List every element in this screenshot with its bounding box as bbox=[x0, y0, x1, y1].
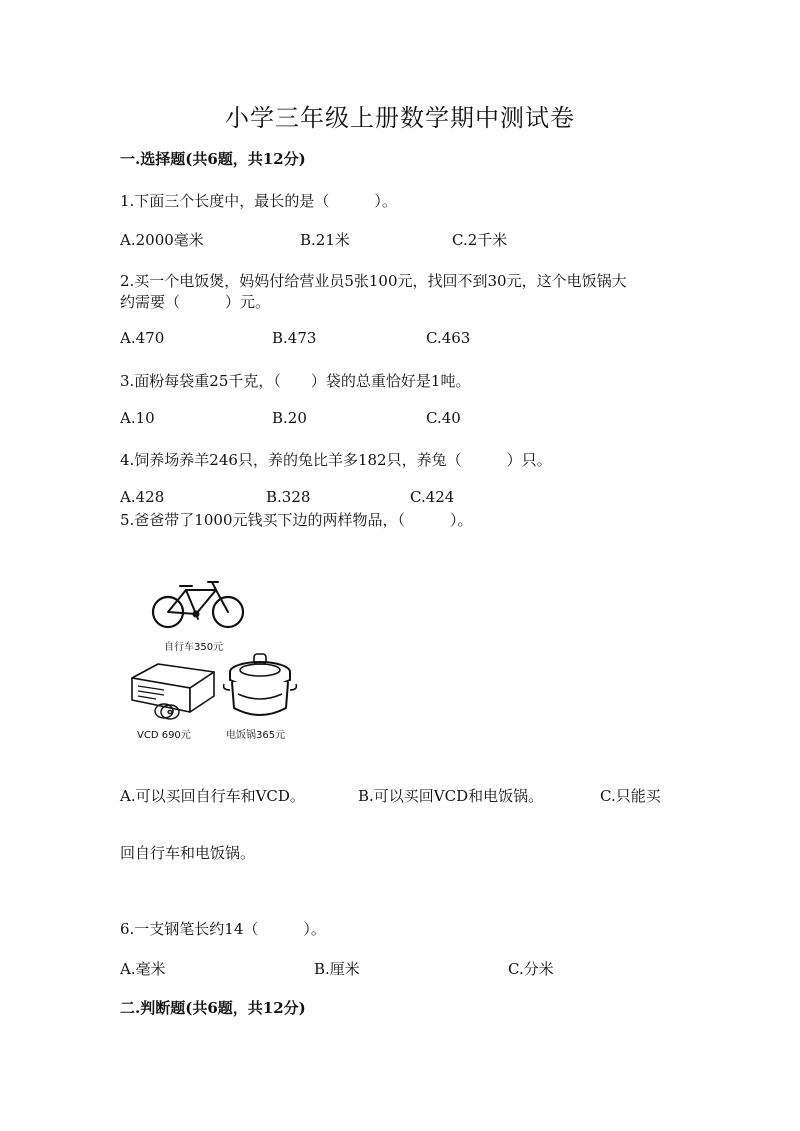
q3-option-a: A.10 bbox=[120, 409, 155, 427]
bicycle-caption: 自行车350元 bbox=[164, 642, 224, 653]
q6-option-a: A.毫米 bbox=[120, 960, 166, 978]
q4-option-b: B.328 bbox=[266, 488, 311, 506]
q2-option-b: B.473 bbox=[272, 329, 317, 347]
q6-option-b: B.厘米 bbox=[314, 960, 360, 978]
question-1: 1.下面三个长度中，最长的是（ ）。 bbox=[120, 192, 397, 210]
rice-cooker-illustration bbox=[222, 650, 298, 722]
q5-option-b: B.可以买回VCD和电饭锅。 bbox=[358, 787, 544, 805]
q5-option-c-continuation: 回自行车和电饭锅。 bbox=[120, 844, 256, 862]
q5-option-a: A.可以买回自行车和VCD。 bbox=[120, 787, 305, 805]
vcd-player-illustration bbox=[130, 660, 216, 722]
page-title: 小学三年级上册数学期中测试卷 bbox=[225, 104, 575, 132]
q2-option-c: C.463 bbox=[426, 329, 471, 347]
q1-option-b: B.21米 bbox=[300, 231, 350, 249]
q3-option-c: C.40 bbox=[426, 409, 461, 427]
question-6: 6.一支钢笔长约14（ ）。 bbox=[120, 920, 326, 938]
rice-cooker-caption: 电饭锅365元 bbox=[226, 730, 286, 741]
bicycle-illustration bbox=[150, 578, 246, 634]
question-3: 3.面粉每袋重25千克，（ ）袋的总重恰好是1吨。 bbox=[120, 372, 471, 390]
q4-option-a: A.428 bbox=[120, 488, 165, 506]
vcd-caption: VCD 690元 bbox=[137, 730, 191, 741]
question-2-line-2: 约需要（ ）元。 bbox=[120, 293, 271, 311]
q2-option-a: A.470 bbox=[120, 329, 165, 347]
question-2-line-1: 2.买一个电饭煲，妈妈付给营业员5张100元，找回不到30元，这个电饭锅大 bbox=[120, 272, 627, 290]
q6-option-c: C.分米 bbox=[508, 960, 554, 978]
q1-option-c: C.2千米 bbox=[452, 231, 508, 249]
q3-option-b: B.20 bbox=[272, 409, 307, 427]
section-heading-choice: 一.选择题(共6题，共12分) bbox=[120, 150, 306, 168]
question-5: 5.爸爸带了1000元钱买下边的两样物品，（ ）。 bbox=[120, 511, 473, 529]
section-heading-judgement: 二.判断题(共6题，共12分) bbox=[120, 999, 306, 1017]
q4-option-c: C.424 bbox=[410, 488, 455, 506]
q1-option-a: A.2000毫米 bbox=[120, 231, 204, 249]
question-4: 4.饲养场养羊246只，养的兔比羊多182只，养兔（ ）只。 bbox=[120, 451, 552, 469]
q5-option-c: C.只能买 bbox=[600, 787, 661, 805]
